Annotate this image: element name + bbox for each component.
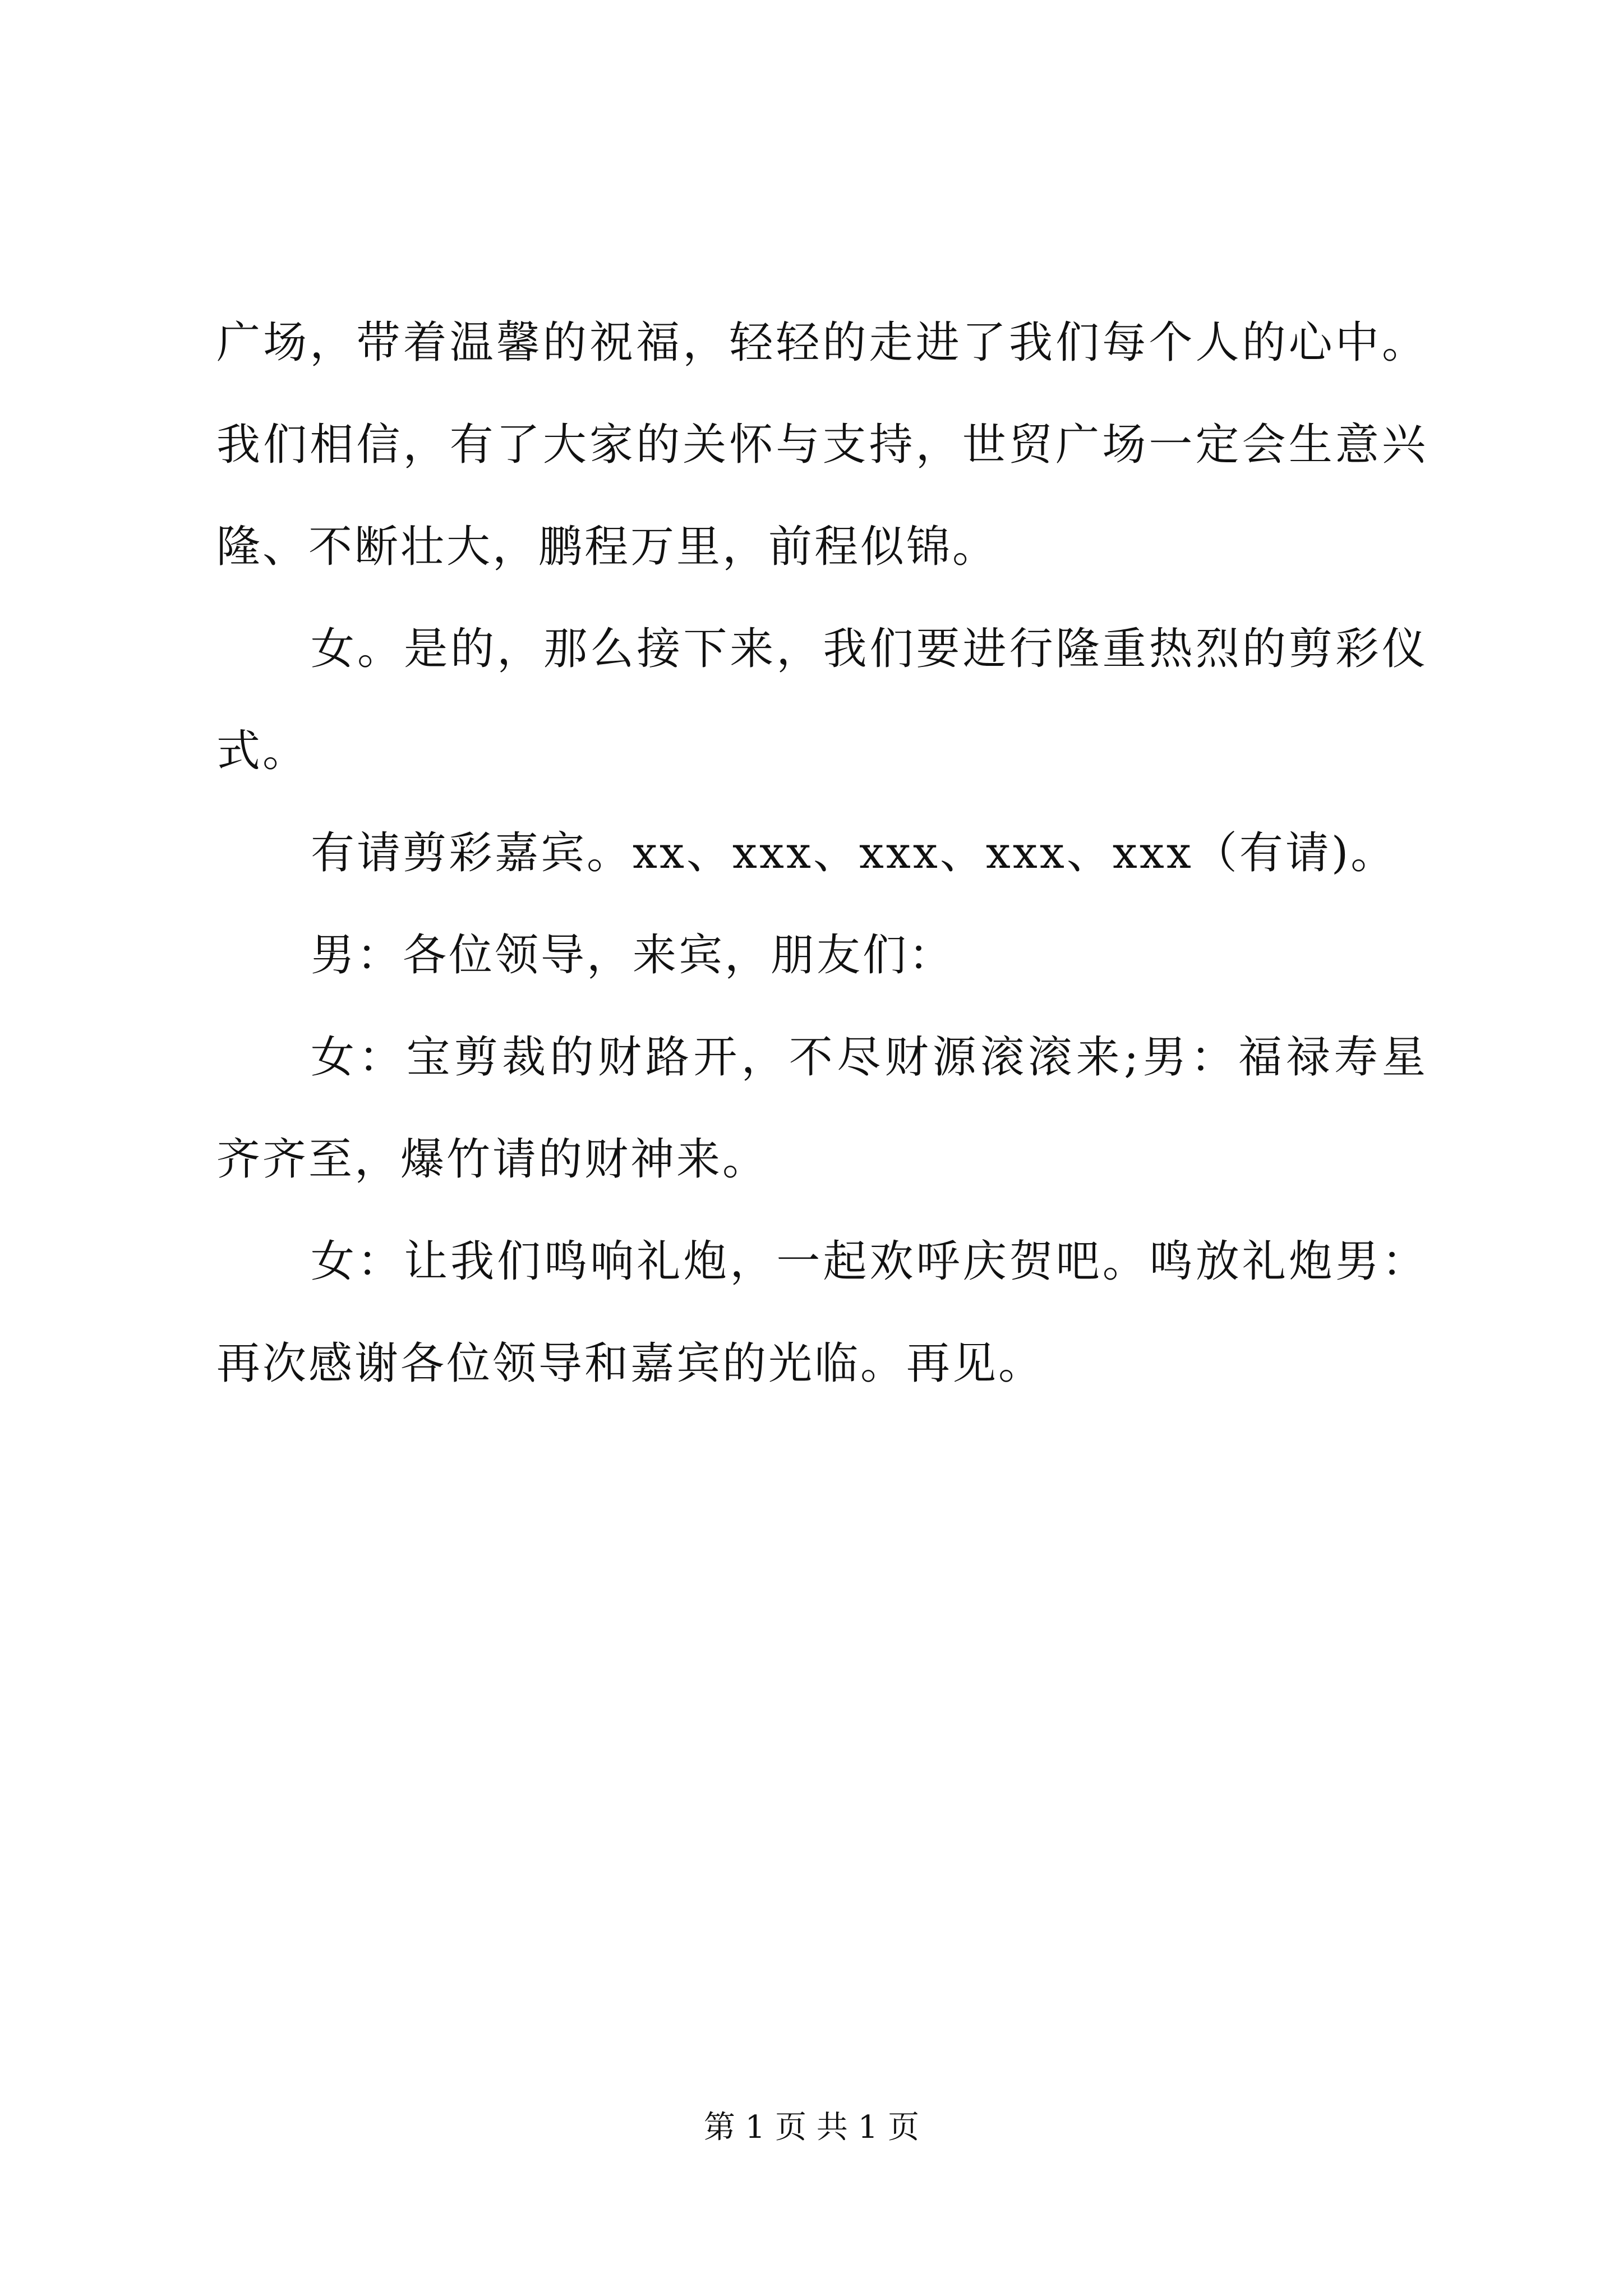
document-body bbox=[216, 292, 1428, 1415]
page-footer: 第 1 页 共 1 页 bbox=[703, 2109, 920, 2146]
paragraph-4: 男：各位领导，来宾，朋友们： bbox=[311, 930, 955, 981]
paragraph-3: 有请剪彩嘉宾。xx、xxx、xxx、xxx、xxx（有请)。 bbox=[311, 828, 1397, 878]
paragraph-5: 女：宝剪裁的财路开，不尽财源滚滚来;男：福禄寿星齐齐至，爆竹请的财神来。 bbox=[216, 1032, 1428, 1185]
paragraph-6: 女：让我们鸣响礼炮，一起欢呼庆贺吧。鸣放礼炮男：再次感谢各位领导和嘉宾的光临。再见。 bbox=[216, 1236, 1428, 1389]
paragraph-2: 女。是的，那么接下来，我们要进行隆重热烈的剪彩仪式。 bbox=[216, 624, 1428, 776]
paragraph-1: 广场，带着温馨的祝福，轻轻的走进了我们每个人的心中。我们相信，有了大家的关怀与支持，世贸广场一定会生意兴隆、不断壮大，鹏程万里，前程似锦。 bbox=[216, 318, 1428, 572]
